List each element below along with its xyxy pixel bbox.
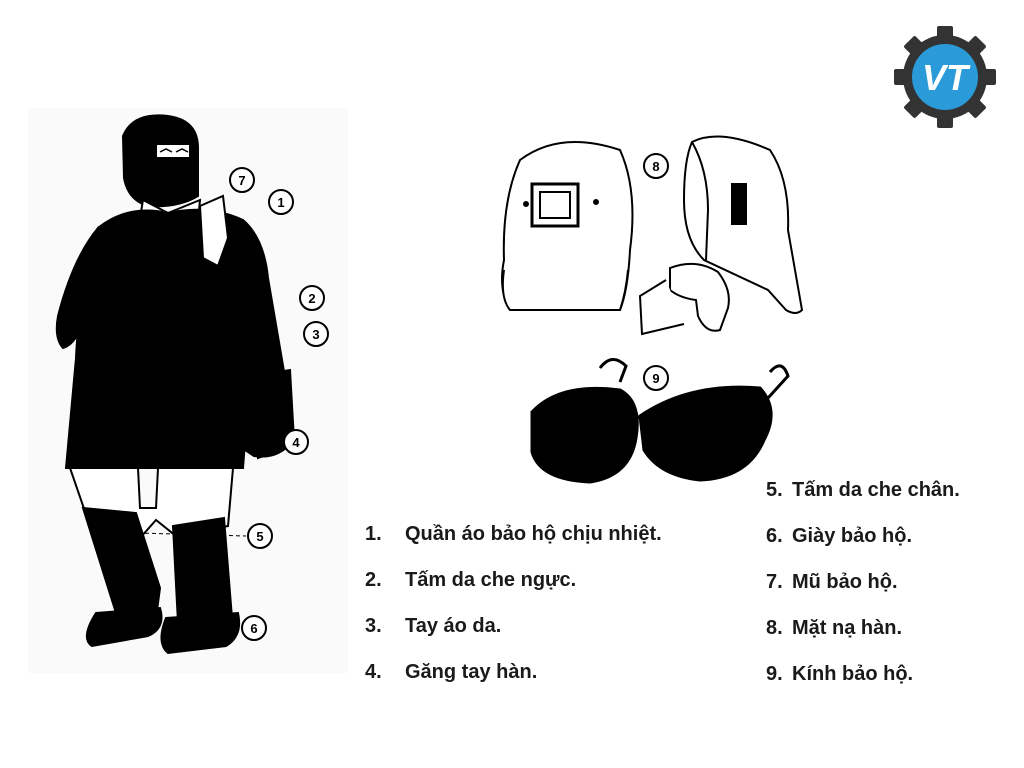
legend-label: Tay áo da.	[405, 615, 502, 637]
legend-number: 3.	[365, 615, 382, 637]
welder-figure	[28, 108, 348, 673]
svg-text:1: 1	[277, 195, 285, 210]
legend-label: Tấm da che ngực.	[405, 569, 577, 591]
svg-text:2: 2	[308, 291, 316, 306]
legend-number: 4.	[365, 661, 382, 683]
vt-gear-logo	[890, 22, 1000, 132]
callout-3	[304, 322, 328, 346]
callout-6	[242, 616, 266, 640]
legend-item	[766, 614, 960, 660]
legend-item	[766, 660, 960, 706]
legend-item	[766, 522, 960, 568]
legend-number: 5.	[766, 479, 783, 501]
legend-label: Kính bảo hộ.	[792, 663, 914, 685]
legend-number: 9.	[766, 663, 783, 685]
legend-left-list	[365, 520, 662, 704]
legend-item	[766, 476, 960, 522]
logo-text: VT	[921, 57, 969, 98]
legend-number: 7.	[766, 571, 783, 593]
callout-8	[644, 154, 668, 178]
legend-label: Tấm da che chân.	[792, 479, 960, 501]
svg-text:7: 7	[238, 173, 246, 188]
callout-9	[644, 366, 668, 390]
legend-label: Mặt nạ hàn.	[792, 617, 903, 639]
legend-item	[766, 568, 960, 614]
legend-label: Giày bảo hộ.	[792, 525, 913, 547]
legend-number: 2.	[365, 569, 382, 591]
legend-number: 1.	[365, 523, 382, 545]
legend-label: Mũ bảo hộ.	[792, 571, 898, 593]
legend-label: Găng tay hàn.	[405, 661, 538, 683]
svg-text:6: 6	[250, 621, 258, 636]
legend-right-list	[766, 476, 960, 706]
legend-number: 8.	[766, 617, 783, 639]
svg-text:9: 9	[652, 371, 660, 386]
callout-7	[230, 168, 254, 192]
svg-text:5: 5	[256, 529, 264, 544]
legend-item	[365, 658, 662, 704]
legend-item	[365, 566, 662, 612]
callout-4	[284, 430, 308, 454]
welding-mask-front	[502, 142, 632, 310]
callout-2	[300, 286, 324, 310]
callout-1	[269, 190, 293, 214]
svg-text:4: 4	[292, 435, 300, 450]
legend-number: 6.	[766, 525, 783, 547]
legend-label: Quần áo bảo hộ chịu nhiệt.	[405, 523, 662, 545]
legend-item	[365, 520, 662, 566]
svg-text:8: 8	[652, 159, 660, 174]
gear-icon	[894, 26, 996, 128]
svg-text:3: 3	[312, 327, 320, 342]
legend-item	[365, 612, 662, 658]
callout-5	[248, 524, 272, 548]
mask-and-glasses-illustration	[470, 120, 830, 510]
